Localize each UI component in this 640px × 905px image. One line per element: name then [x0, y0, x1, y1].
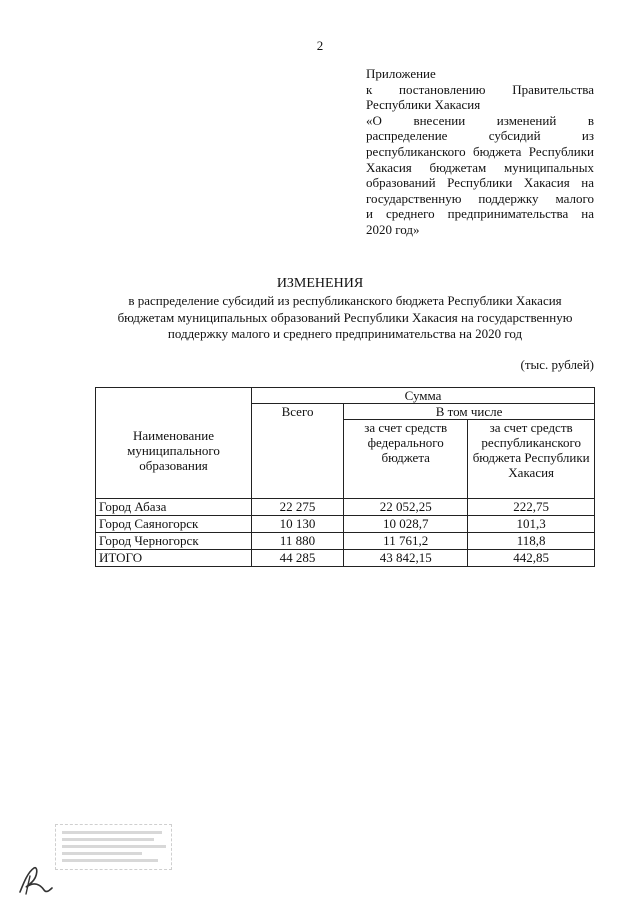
header-name: Наименование муниципального образования [96, 388, 252, 499]
header-including: В том числе [344, 404, 595, 420]
subtitle-line: в распределение субсидий из республиканского бюджета Республики Хакасия [128, 293, 562, 308]
total-row-federal: 43 842,15 [344, 550, 468, 567]
appendix-line: Республики Хакасия [366, 97, 481, 113]
row-name: Город Абаза [96, 499, 252, 516]
appendix-line: государственную поддержку малого [366, 190, 594, 206]
subtitle-line: бюджетам муниципальных образований Республики Хакасия на государственную [117, 309, 573, 325]
registration-stamp [55, 824, 172, 870]
appendix-line: распределение субсидий из [366, 128, 594, 144]
page-number: 2 [316, 38, 324, 53]
table-row [96, 499, 595, 516]
row-name: Город Черногорск [96, 533, 252, 550]
table-row [96, 516, 595, 533]
subsidy-table [95, 387, 595, 567]
appendix-line: республиканского бюджета Республики [366, 143, 594, 159]
row-name: Город Саяногорск [96, 516, 252, 533]
header-federal: за счет средств федерального бюджета [344, 420, 468, 499]
total-row-total: 44 285 [252, 550, 344, 567]
appendix-line: к постановлению Правительства [366, 81, 594, 97]
header-sum: Сумма [252, 388, 595, 404]
row-federal: 22 052,25 [344, 499, 468, 516]
appendix-line: Приложение [366, 66, 436, 81]
appendix-line: и среднего предпринимательства на [366, 206, 594, 222]
row-total: 22 275 [252, 499, 344, 516]
units-label: (тыс. рублей) [520, 357, 594, 372]
row-republic: 222,75 [468, 499, 595, 516]
appendix-line: Хакасия бюджетам муниципальных [366, 159, 594, 175]
total-row-republic: 442,85 [468, 550, 595, 567]
total-row-name: ИТОГО [96, 550, 252, 567]
row-federal: 11 761,2 [344, 533, 468, 550]
document-subtitle [95, 293, 595, 343]
signature-mark [14, 864, 54, 898]
row-total: 11 880 [252, 533, 344, 550]
header-total: Всего [252, 404, 344, 499]
row-total: 10 130 [252, 516, 344, 533]
table-header-row [96, 388, 595, 404]
table-row [96, 533, 595, 550]
row-federal: 10 028,7 [344, 516, 468, 533]
table-total-row [96, 550, 595, 567]
document-title: ИЗМЕНЕНИЯ [276, 276, 364, 291]
row-republic: 101,3 [468, 516, 595, 533]
appendix-line: «О внесении изменений в [366, 112, 594, 128]
appendix-line: 2020 год» [366, 221, 420, 237]
subtitle-line: поддержку малого и среднего предпринимательства на 2020 год [167, 326, 523, 341]
appendix-line: образований Республики Хакасия на [366, 175, 594, 191]
header-republic: за счет средств республиканского бюджета Республики Хакасия [468, 420, 595, 499]
appendix-block [366, 66, 594, 238]
row-republic: 118,8 [468, 533, 595, 550]
